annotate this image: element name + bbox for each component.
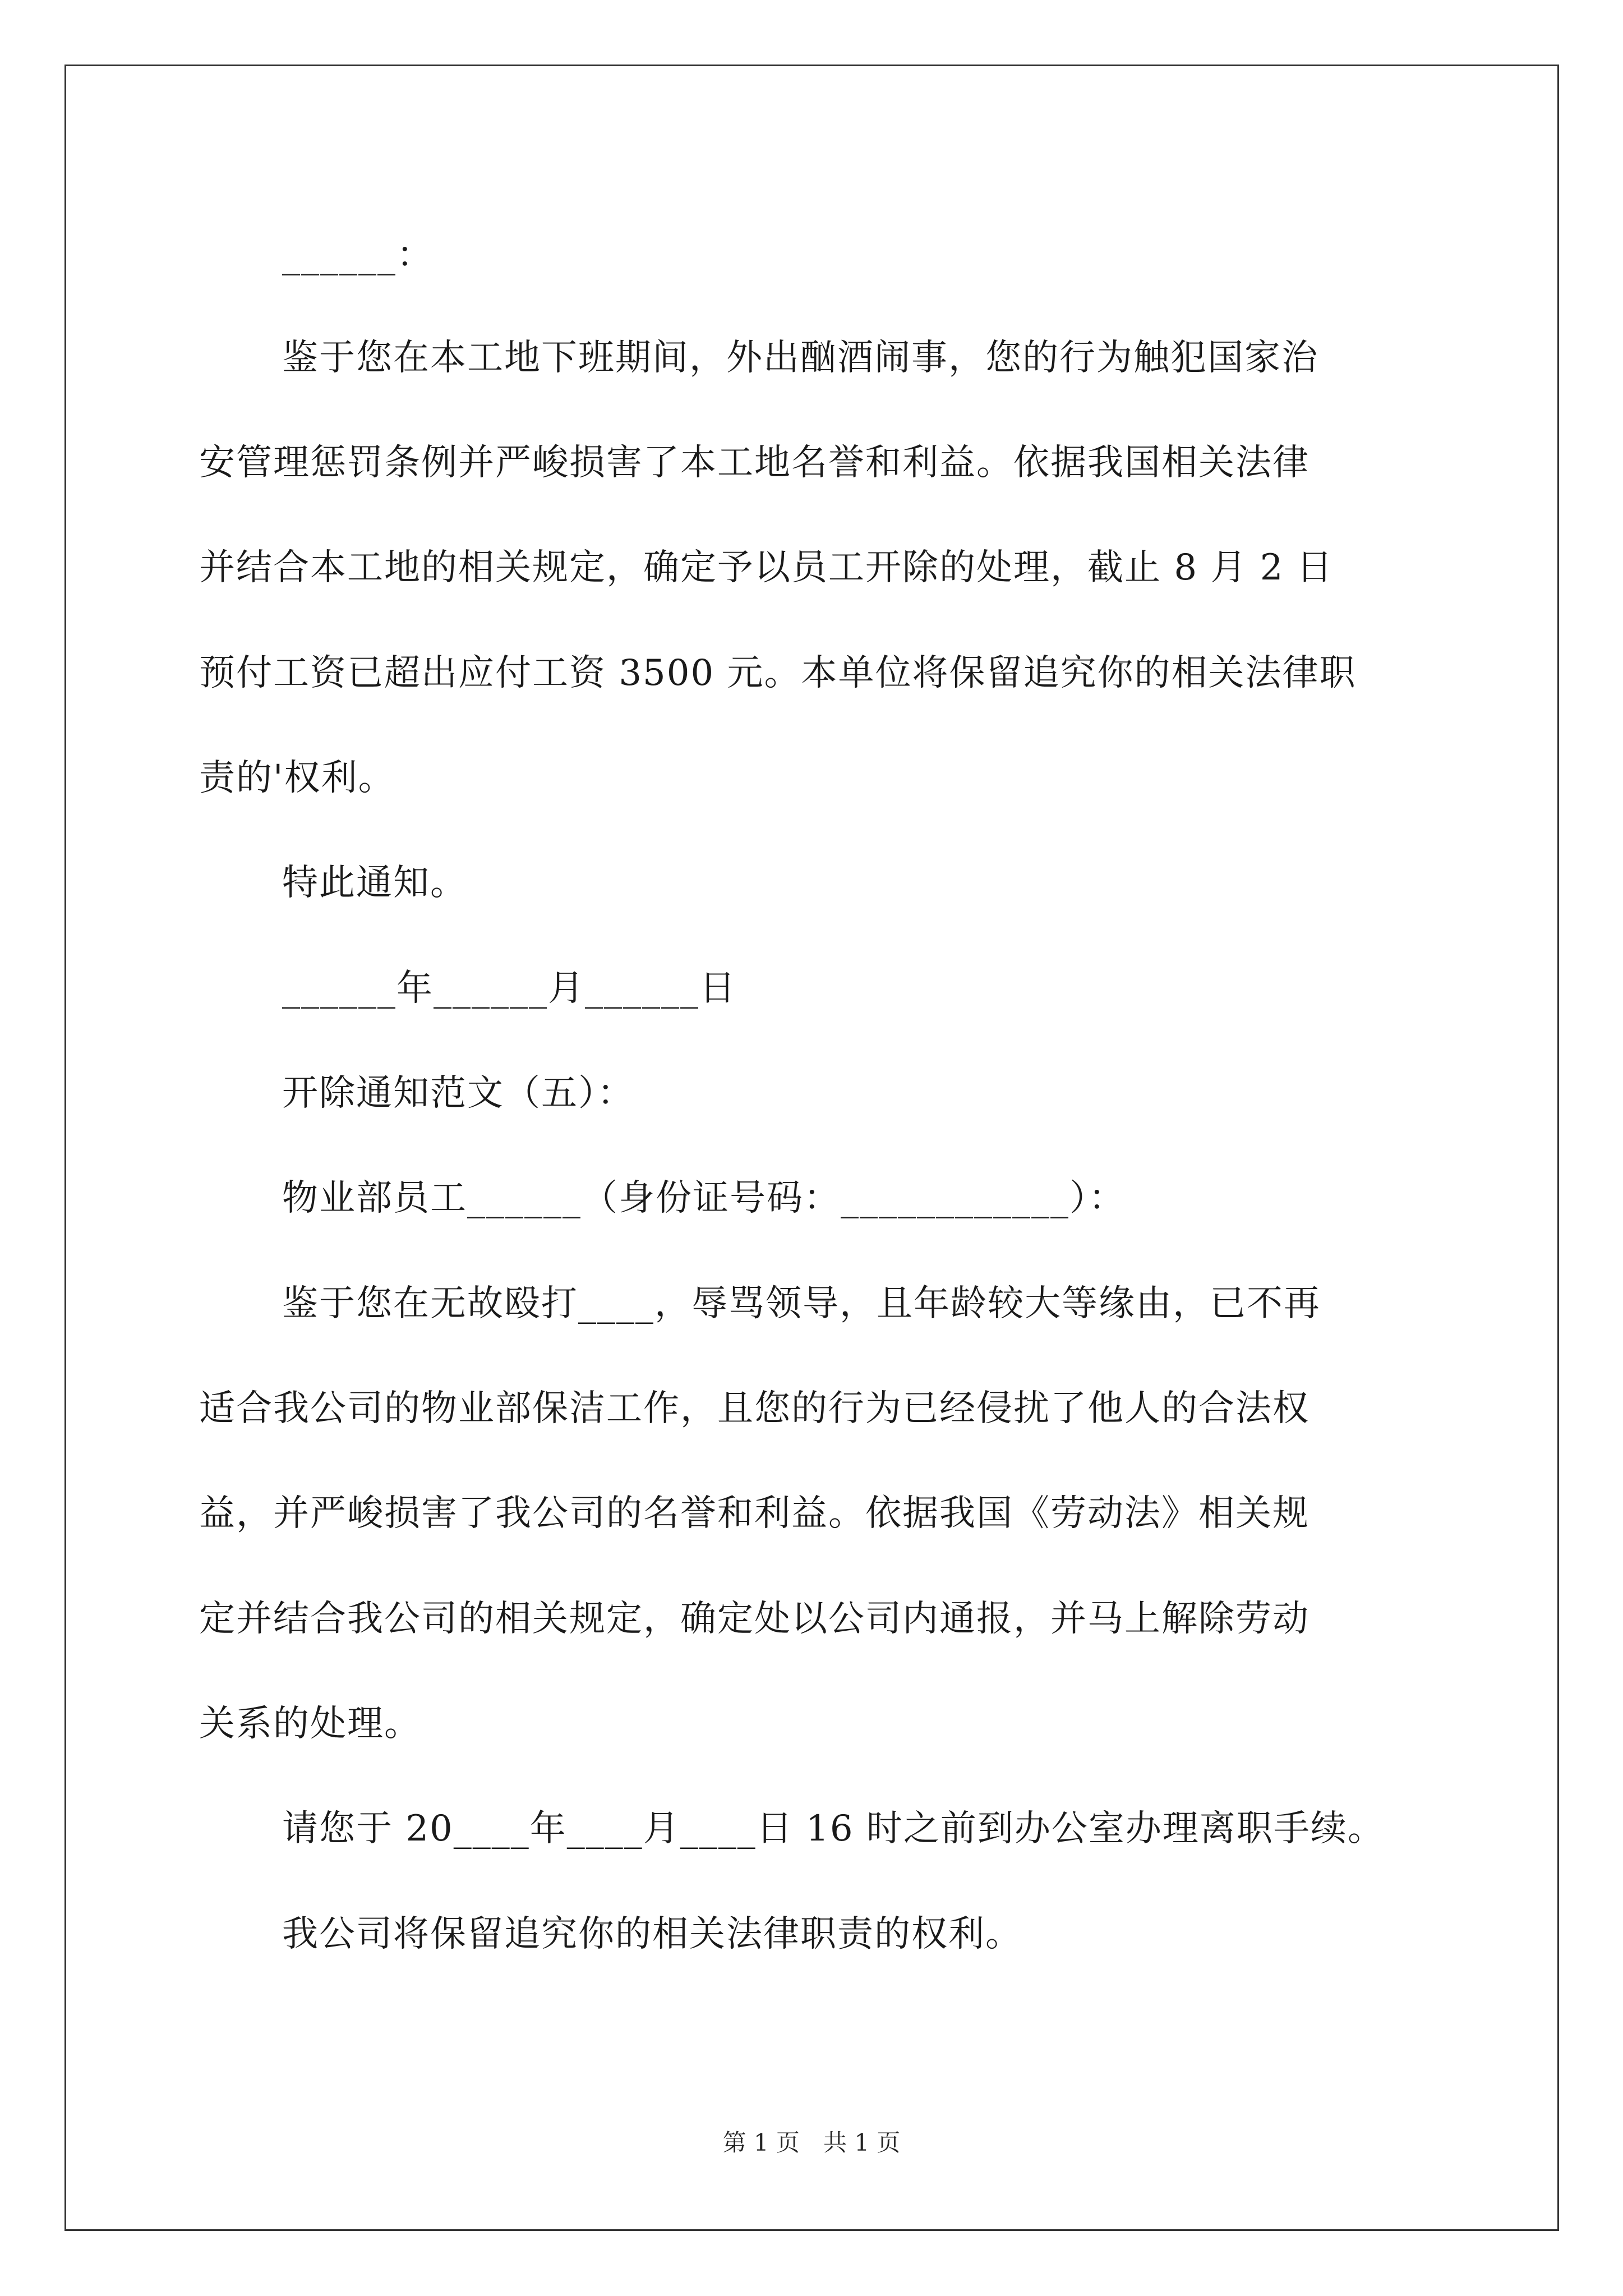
- recipient-line: 物业部员工______（身份证号码：____________）：: [282, 1177, 1126, 1219]
- paragraph-1-line-2: 安管理惩罚条例并严峻损害了本工地名誉和利益。依据我国相关法律: [199, 442, 1310, 484]
- date-line: ______年______月______日: [282, 968, 736, 1009]
- paragraph-1-line-3: 并结合本工地的相关规定，确定予以员工开除的处理，截止 8 月 2 日: [199, 547, 1334, 588]
- page-number-footer: 第 1 页 共 1 页: [722, 2129, 901, 2156]
- paragraph-2-line-1: 鉴于您在无故殴打____，辱骂领导，且年龄较大等缘由，已不再: [282, 1283, 1321, 1324]
- page-border: [64, 65, 1559, 2231]
- section-heading: 开除通知范文（五）：: [282, 1073, 634, 1114]
- paragraph-2-line-2: 适合我公司的物业部保洁工作，且您的行为已经侵扰了他人的合法权: [199, 1388, 1310, 1429]
- notice-closing: 特此通知。: [282, 862, 467, 904]
- salutation-blank: ______：: [282, 234, 434, 276]
- rights-reservation-line: 我公司将保留追究你的相关法律职责的权利。: [282, 1913, 1022, 1955]
- paragraph-2-line-4: 定并结合我公司的相关规定，确定处以公司内通报，并马上解除劳动: [199, 1598, 1310, 1640]
- deadline-line: 请您于 20____年____月____日 16 时之前到办公室办理离职手续。: [282, 1808, 1385, 1849]
- paragraph-1-line-1: 鉴于您在本工地下班期间，外出酗酒闹事，您的行为触犯国家治: [282, 337, 1318, 379]
- paragraph-1-line-4: 预付工资已超出应付工资 3500 元。本单位将保留追究你的相关法律职: [199, 652, 1357, 694]
- paragraph-1-line-5: 责的'权利。: [199, 757, 395, 799]
- paragraph-2-line-5: 关系的处理。: [199, 1703, 421, 1745]
- paragraph-2-line-3: 益，并严峻损害了我公司的名誉和利益。依据我国《劳动法》相关规: [199, 1493, 1310, 1534]
